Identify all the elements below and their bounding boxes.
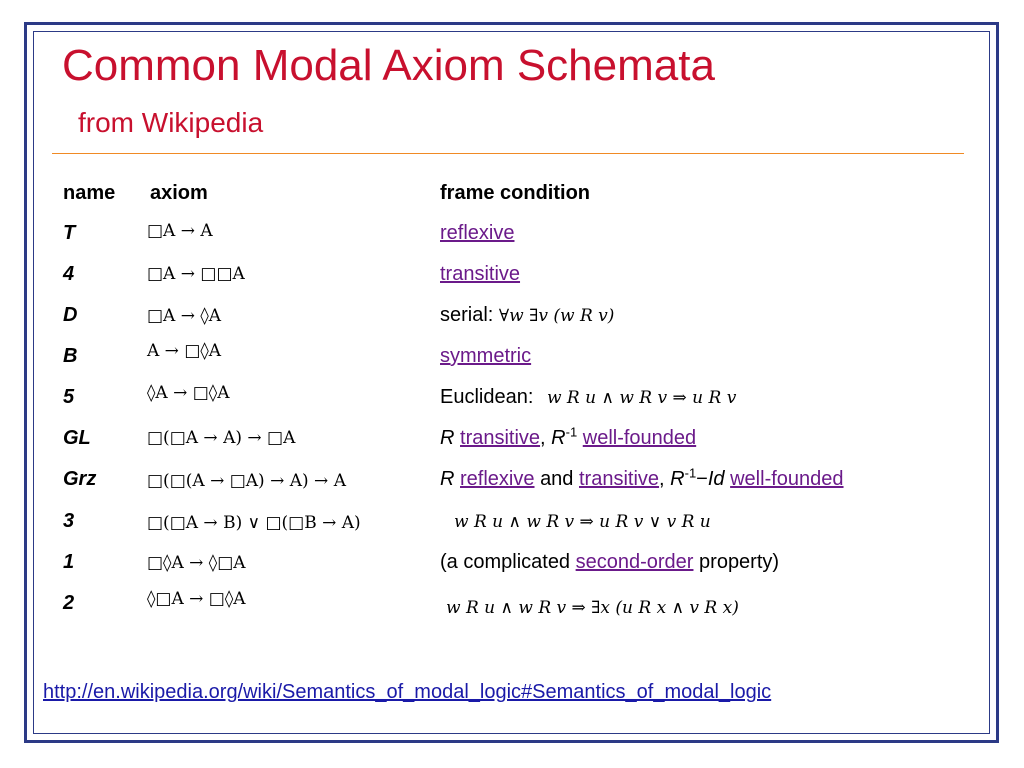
frame-condition: [440, 385, 736, 410]
relation-symbol: R: [440, 468, 455, 490]
identity-symbol: Id: [707, 468, 725, 490]
frame-condition: [440, 509, 711, 534]
frame-formula: ∀w ∃v (w R v): [498, 306, 615, 326]
slide-subtitle: from Wikipedia: [78, 107, 264, 138]
source-link[interactable]: http://en.wikipedia.org/wiki/Semantics_of_modal_logic#Semantics_of_modal_logic: [43, 681, 772, 703]
link-reflexive[interactable]: reflexive: [460, 468, 535, 490]
frame-text: (a complicated: [440, 551, 571, 573]
link-second-order[interactable]: second-order: [575, 551, 694, 573]
header-name: name: [63, 182, 116, 204]
axiom-name: T: [63, 222, 76, 244]
axiom-formula: □A → □□A: [147, 264, 245, 284]
header-axiom: axiom: [150, 182, 208, 204]
axiom-formula: ◊□A → □◊A: [147, 589, 246, 609]
frame-formula: w R u ∧ w R v ⇒ ∃x (u R x ∧ v R x): [446, 598, 739, 618]
title-divider: [52, 153, 964, 154]
link-well-founded[interactable]: well-founded: [582, 427, 697, 449]
inverse-superscript: -1: [565, 424, 578, 440]
axiom-formula: □◊A → ◊□A: [147, 553, 246, 573]
frame-condition: [440, 344, 531, 368]
frame-condition: [440, 262, 520, 286]
link-transitive[interactable]: transitive: [579, 468, 660, 490]
axiom-name: 5: [63, 386, 75, 408]
link-reflexive[interactable]: reflexive: [440, 222, 515, 244]
axiom-name: D: [63, 304, 78, 326]
conjunction-text: and: [540, 468, 574, 490]
link-symmetric[interactable]: symmetric: [440, 345, 532, 367]
axiom-name: 2: [63, 592, 75, 614]
axiom-name: 3: [63, 510, 75, 532]
axiom-formula: □A → A: [147, 221, 213, 241]
relation-symbol: R: [551, 427, 566, 449]
frame-condition: [440, 303, 614, 328]
frame-text: property): [699, 551, 780, 573]
axiom-name: Grz: [63, 468, 97, 490]
axiom-name: B: [63, 345, 78, 367]
separator: ,: [540, 427, 546, 449]
relation-symbol: R: [440, 427, 455, 449]
axiom-name: GL: [63, 427, 91, 449]
axiom-formula: □A → ◊A: [147, 306, 222, 326]
inverse-superscript: -1: [684, 465, 697, 481]
frame-condition: [440, 595, 739, 620]
axiom-formula: □(□A → B) ∨ □(□B → A): [147, 513, 361, 533]
frame-text: serial:: [440, 304, 494, 326]
frame-condition: [440, 221, 514, 245]
separator: ,: [659, 468, 665, 490]
axiom-formula: □(□(A → □A) → A) → A: [147, 471, 346, 491]
axiom-formula: □(□A → A) → □A: [147, 428, 296, 448]
link-transitive[interactable]: transitive: [440, 263, 521, 285]
axiom-formula: A → □◊A: [147, 341, 222, 361]
frame-condition: [440, 467, 844, 491]
axiom-name: 1: [63, 551, 75, 573]
axiom-formula: ◊A → □◊A: [147, 383, 230, 403]
slide-title: Common Modal Axiom Schemata: [62, 41, 715, 90]
relation-symbol: R: [670, 468, 685, 490]
header-frame-condition: frame condition: [440, 182, 591, 204]
link-transitive[interactable]: transitive: [460, 427, 541, 449]
axiom-name: 4: [63, 263, 75, 285]
minus-sign: −: [696, 468, 708, 490]
frame-formula: w R u ∧ w R v ⇒ u R v ∨ v R u: [454, 512, 711, 532]
frame-condition: [440, 550, 779, 574]
link-well-founded[interactable]: well-founded: [730, 468, 844, 490]
frame-text: Euclidean:: [440, 386, 534, 408]
frame-condition: [440, 426, 696, 450]
frame-formula: w R u ∧ w R v ⇒ u R v: [546, 388, 737, 408]
